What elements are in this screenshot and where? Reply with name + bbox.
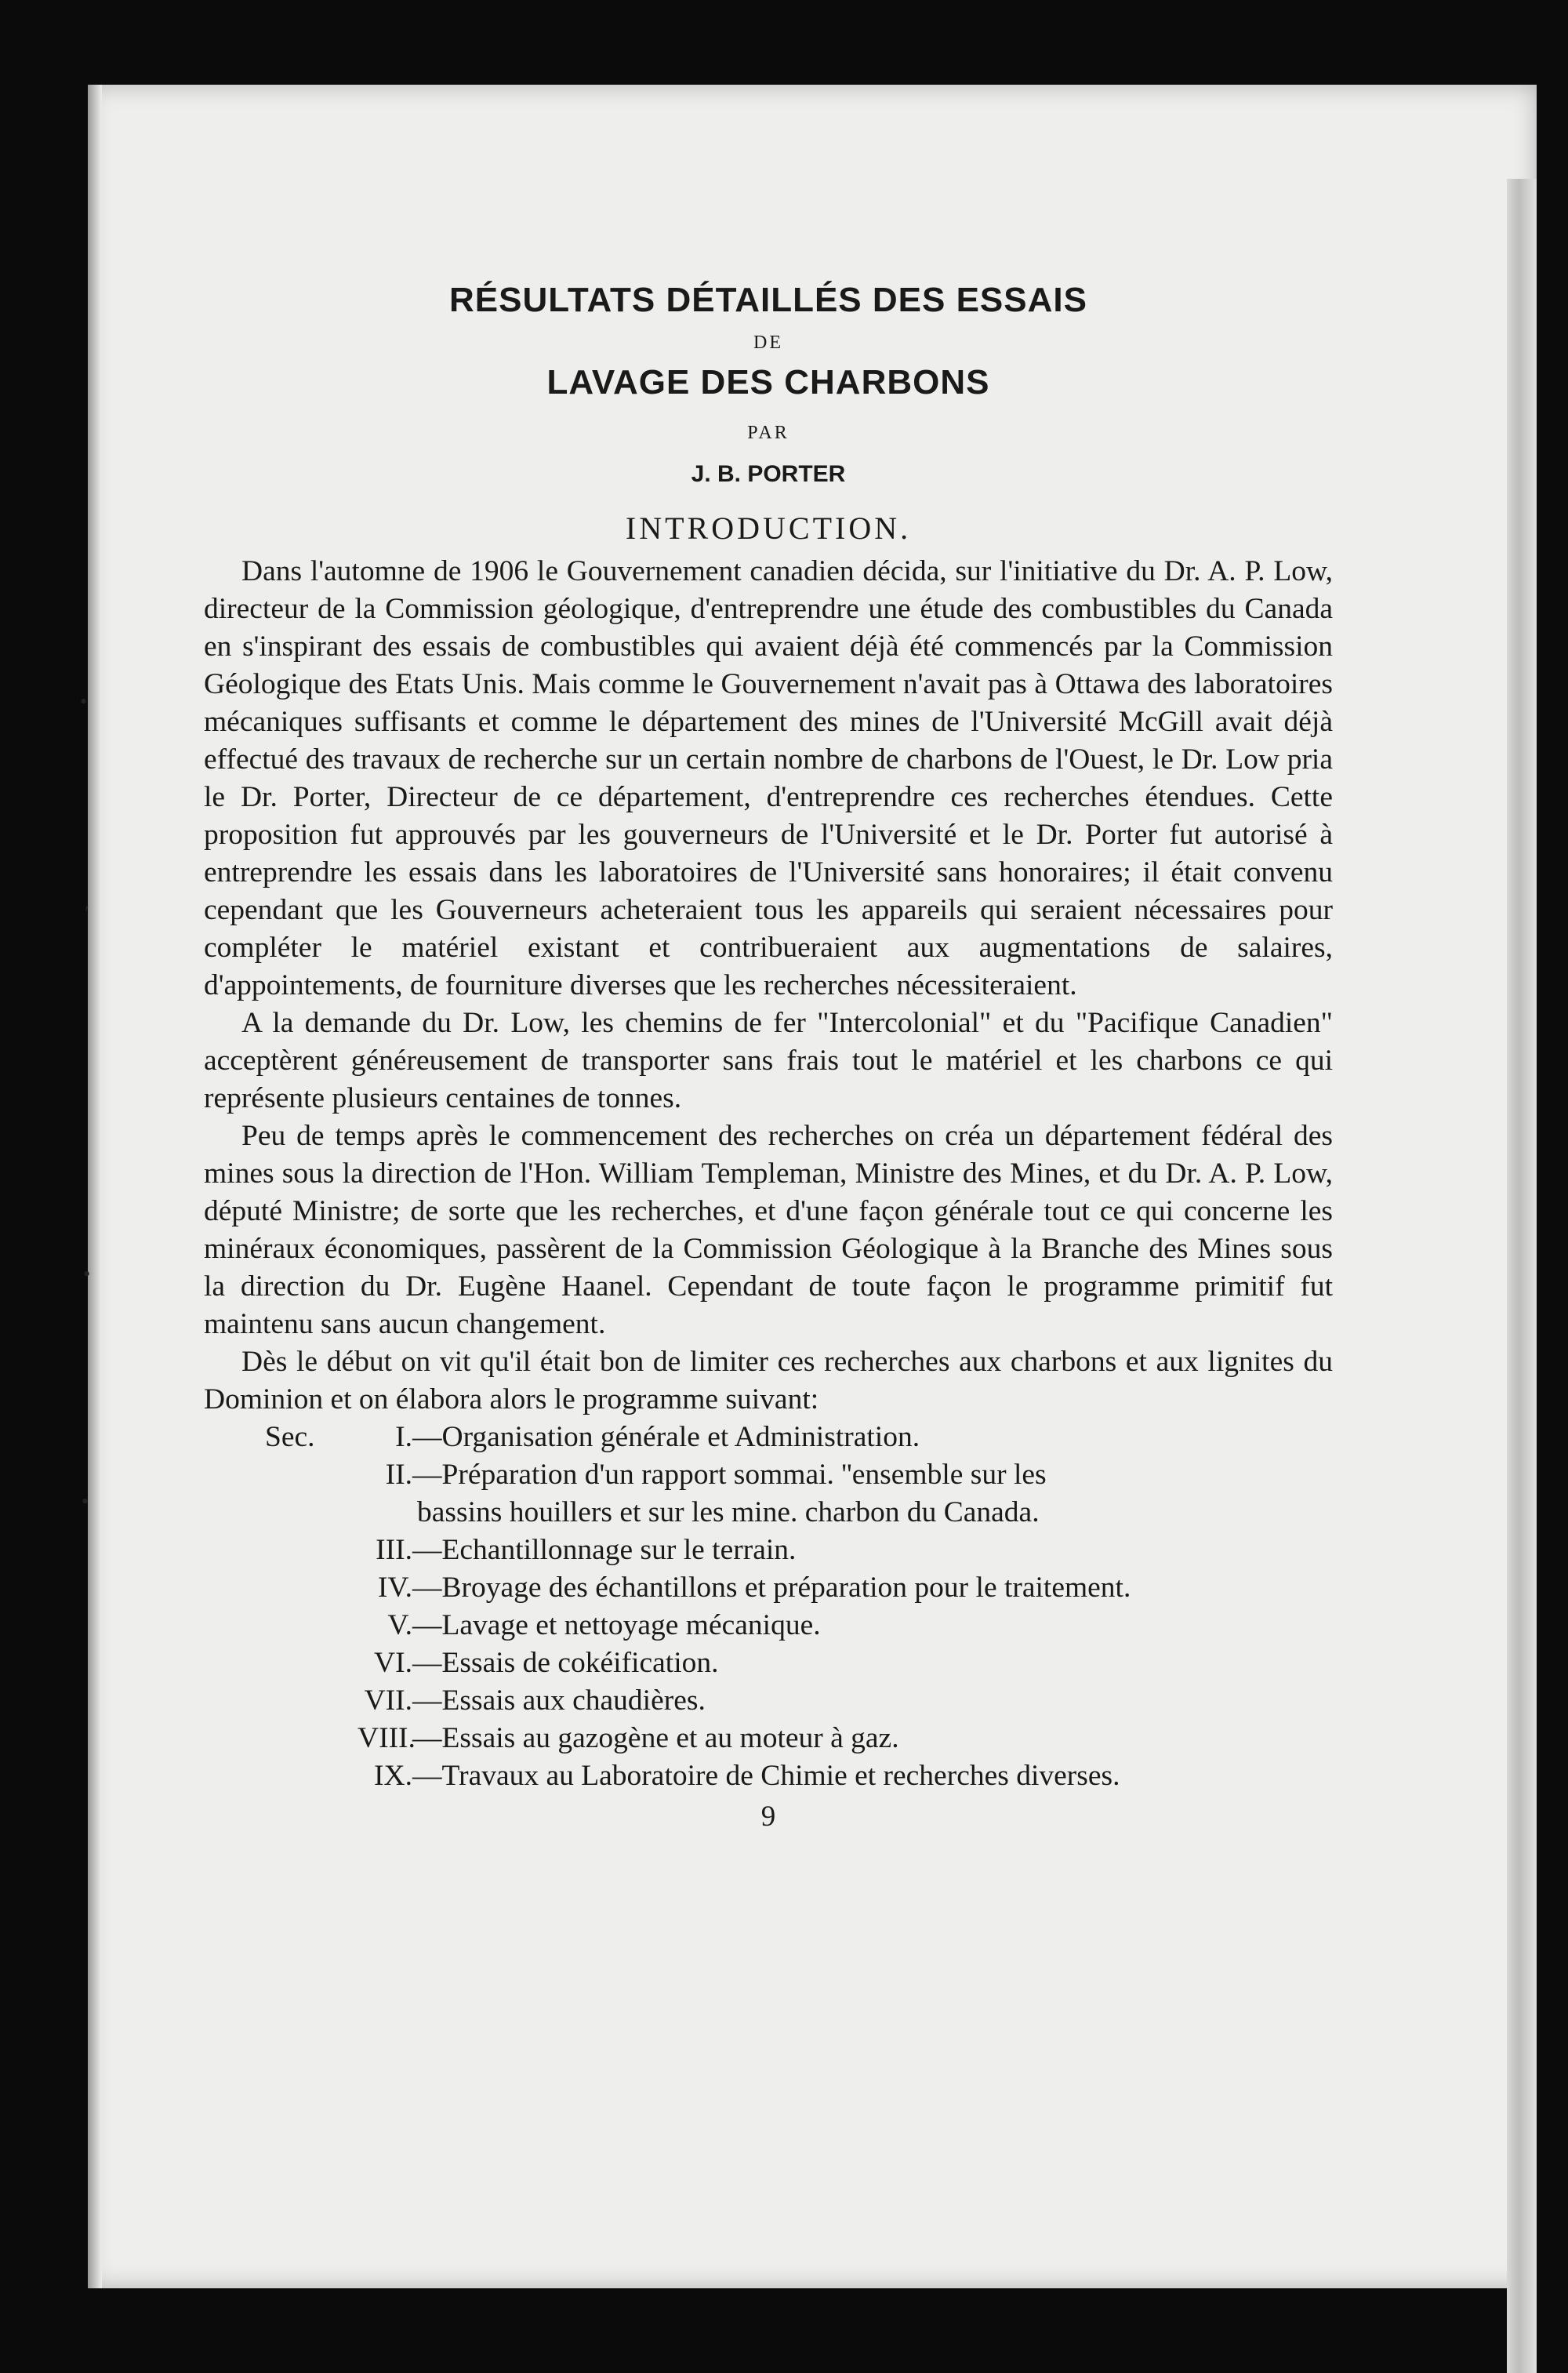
- document-title-line-1: RÉSULTATS DÉTAILLÉS DES ESSAIS: [449, 281, 1087, 319]
- margin-mark: ʹ: [85, 902, 89, 925]
- conjunction-de: DE: [753, 333, 783, 353]
- item-text: —Essais de cokéification.: [412, 1647, 719, 1679]
- paragraph-2: A la demande du Dr. Low, les chemins de fer "Intercolonial" et du "Pacifique Canadien" acceptèrent généreusement de transporter sans frais tout le matériel et les charbons ce qui représente plusieurs centaines de tonnes.: [204, 1007, 1333, 1114]
- page-number: 9: [760, 1801, 776, 1833]
- item-numeral: I.: [395, 1421, 412, 1453]
- document-title-line-2: LAVAGE DES CHARBONS: [546, 363, 990, 402]
- list-item: [204, 1720, 1333, 1757]
- page-binding-shadow: [88, 85, 102, 2288]
- conjunction-par: PAR: [747, 423, 789, 443]
- list-item: [204, 1569, 1333, 1607]
- item-text: —Travaux au Laboratoire de Chimie et recherches diverses.: [412, 1760, 1120, 1792]
- list-item: [204, 1419, 1333, 1456]
- item-numeral: III.: [376, 1534, 412, 1566]
- list-item: [204, 1682, 1333, 1720]
- section-label: Sec.: [265, 1421, 315, 1453]
- item-text: —Organisation générale et Administration.: [412, 1421, 920, 1453]
- list-item: [204, 1644, 1333, 1682]
- author-name: J. B. PORTER: [691, 461, 846, 487]
- paragraph-4: Dès le début on vit qu'il était bon de limiter ces recherches aux charbons et aux lignites du Dominion et on élabora alors le programme suivant:: [204, 1346, 1333, 1415]
- list-item: [204, 1607, 1333, 1644]
- item-text: —Lavage et nettoyage mécanique.: [412, 1609, 821, 1641]
- margin-mark: •: [80, 690, 88, 713]
- margin-mark: •: [83, 1263, 91, 1285]
- list-item: [204, 1456, 1333, 1494]
- paragraph-1: Dans l'automne de 1906 le Gouvernement canadien décida, sur l'initiative du Dr. A. P. Low, directeur de la Commission géologique, d'entreprendre une étude des combustibles du Canada en s'inspirant des essais de combustibles qui avaient déjà été commencés par la Commission Géologique des Etats Unis. Mais comme le Gouvernement n'avait pas à Ottawa des laboratoires mécaniques suffisants et comme le département des mines de l'Université McGill avait déjà effectué des travaux de recherche sur un certain nombre de charbons de l'Ouest, le Dr. Low pria le Dr. Porter, Directeur de ce département, d'entreprendre ces recherches étendues. Cette proposition fut approuvés par les gouverneurs de l'Université et le Dr. Porter fut autorisé à entreprendre les essais dans les laboratoires de l'Université sans honoraires; il était convenu cependant que les Gouverneurs acheteraient tous les appareils qui seraient nécessaires pour compléter le matériel existant et contribueraient aux augmentations de salaires, d'appointements, de fourniture diverses que les recherches nécessiteraient.: [204, 555, 1333, 1001]
- item-numeral: II.: [385, 1459, 412, 1491]
- section-heading: INTRODUCTION.: [625, 511, 912, 546]
- margin-mark: •: [82, 1490, 89, 1513]
- item-text: —Préparation d'un rapport sommai. ''ensemble sur les: [412, 1459, 1047, 1491]
- page-edge: [1507, 179, 1537, 2373]
- list-item: [204, 1532, 1333, 1569]
- item-numeral: IV.: [377, 1572, 412, 1604]
- program-list: [204, 1419, 1333, 1795]
- item-numeral: V.: [387, 1609, 412, 1641]
- paragraph-3: Peu de temps après le commencement des recherches on créa un département fédéral des mines sous la direction de l'Hon. William Templeman, Ministre des Mines, et du Dr. A. P. Low, député Ministre; de sorte que les recherches, et d'une façon générale tout ce qui concerne les minéraux économiques, passèrent de la Commission Géologique à la Branche des Mines sous la direction du Dr. Eugène Haanel. Cependant de toute façon le programme primitif fut maintenu sans aucun changement.: [204, 1120, 1333, 1340]
- item-text: —Essais aux chaudières.: [412, 1684, 706, 1717]
- item-numeral: VIII.: [358, 1722, 416, 1754]
- item-text: —Broyage des échantillons et préparation pour le traitement.: [412, 1572, 1131, 1604]
- item-numeral: VII.: [364, 1684, 412, 1717]
- document-content: [204, 196, 1333, 1833]
- item-numeral: IX.: [374, 1760, 412, 1792]
- list-item: [204, 1757, 1333, 1795]
- item-continuation: bassins houillers et sur les mine. charbon du Canada.: [417, 1496, 1040, 1528]
- item-text: —Echantillonnage sur le terrain.: [412, 1534, 797, 1566]
- item-text: —Essais au gazogène et au moteur à gaz.: [412, 1722, 899, 1754]
- item-numeral: VI.: [374, 1647, 412, 1679]
